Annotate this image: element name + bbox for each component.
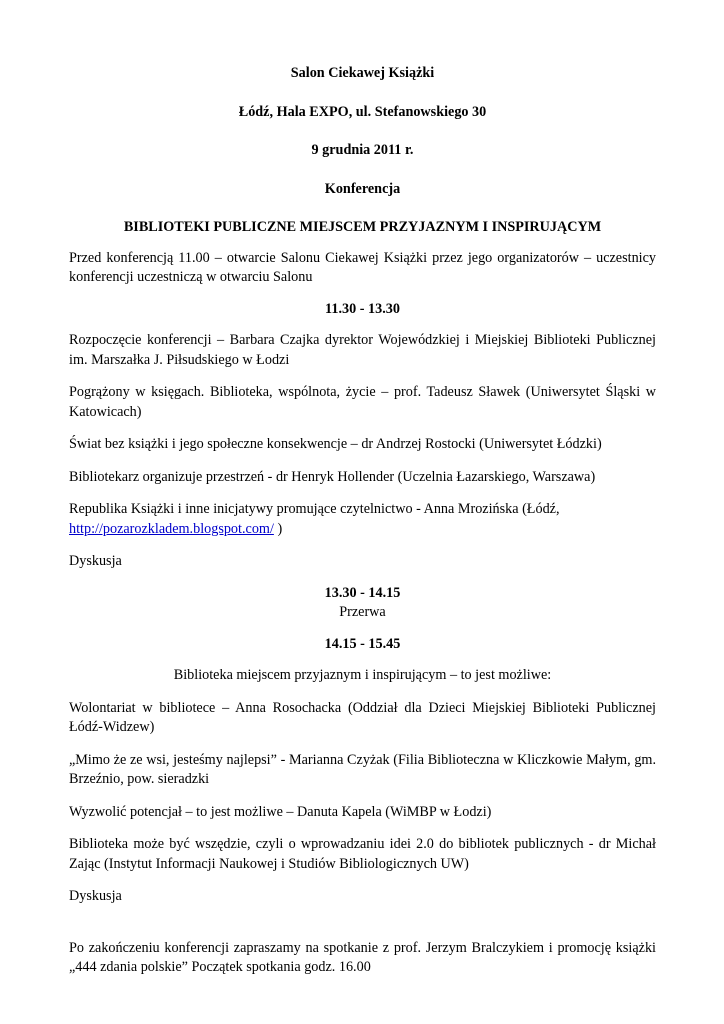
session1-time: 11.30 - 13.30 [325, 300, 400, 317]
conference-title: BIBLIOTEKI PUBLICZNE MIEJSCEM PRZYJAZNYM I INSPIRUJĄCYM [123, 219, 602, 235]
session1-item-5-tail: ) [273, 520, 283, 537]
document-page [69, 64, 656, 978]
session2-item-2: „Mimo że ze wsi, jesteśmy najlepsi” - Marianna Czyżak (Filia Biblioteczna w Kliczkowie Małym, gm. Brzeźnio, pow. sieradzki [69, 751, 656, 787]
date-line: 9 grudnia 2011 r. [311, 142, 414, 158]
conference-label: Konferencja [324, 180, 401, 197]
session2-item-1: Wolontariat w bibliotece – Anna Rosochacka (Oddział dla Dzieci Miejskiej Biblioteki Publicznej Łódź-Widzew) [69, 699, 656, 735]
venue-line: Łódź, Hala EXPO, ul. Stefanowskiego 30 [238, 103, 487, 120]
session1-item-5-text: Republika Książki i inne inicjatywy promujące czytelnictwo - Anna Mrozińska (Łódź, [69, 501, 560, 517]
session2-discussion: Dyskusja [69, 888, 122, 904]
session2-time: 14.15 - 15.45 [324, 635, 401, 652]
break-label: Przerwa [339, 604, 386, 620]
session1-item-5 [69, 500, 656, 539]
session2-subtitle: Biblioteka miejscem przyjaznym i inspirującym – to jest możliwe: [173, 667, 552, 683]
salon-title: Salon Ciekawej Książki [290, 65, 435, 81]
closing-paragraph: Po zakończeniu konferencji zapraszamy na spotkanie z prof. Jerzym Bralczykiem i promocję książki „444 zdania polskie” Początek spotkania godz. 16.00 [69, 939, 656, 975]
session1-item-1: Rozpoczęcie konferencji – Barbara Czajka dyrektor Wojewódzkiej i Miejskiej Biblioteki Publicznej im. Marszałka J. Piłsudskiego w Łodzi [69, 332, 656, 368]
session1-discussion: Dyskusja [69, 553, 122, 569]
break-time: 13.30 - 14.15 [324, 584, 401, 601]
session1-item-2: Pogrążony w księgach. Biblioteka, wspólnota, życie – prof. Tadeusz Sławek (Uniwersytet Śląski w Katowicach) [69, 384, 656, 420]
session2-item-4: Biblioteka może być wszędzie, czyli o wprowadzaniu idei 2.0 do bibliotek publicznych - dr Michał Zając (Instytut Informacji Naukowej i Studiów Bibliologicznych UW) [69, 836, 656, 872]
session2-item-3: Wyzwolić potencjał – to jest możliwe – Danuta Kapela (WiMBP w Łodzi) [69, 803, 492, 820]
intro-paragraph: Przed konferencją 11.00 – otwarcie Salonu Ciekawej Książki przez jego organizatorów – uczestnicy konferencji uczestniczą w otwarciu Salonu [69, 249, 656, 285]
blog-link[interactable]: http://pozarozkladem.blogspot.com/ [69, 520, 274, 537]
session1-item-4: Bibliotekarz organizuje przestrzeń - dr Henryk Hollender (Uczelnia Łazarskiego, Warszawa) [69, 468, 596, 485]
session1-item-3: Świat bez książki i jego społeczne konsekwencje – dr Andrzej Rostocki (Uniwersytet Łódzki) [69, 436, 602, 452]
